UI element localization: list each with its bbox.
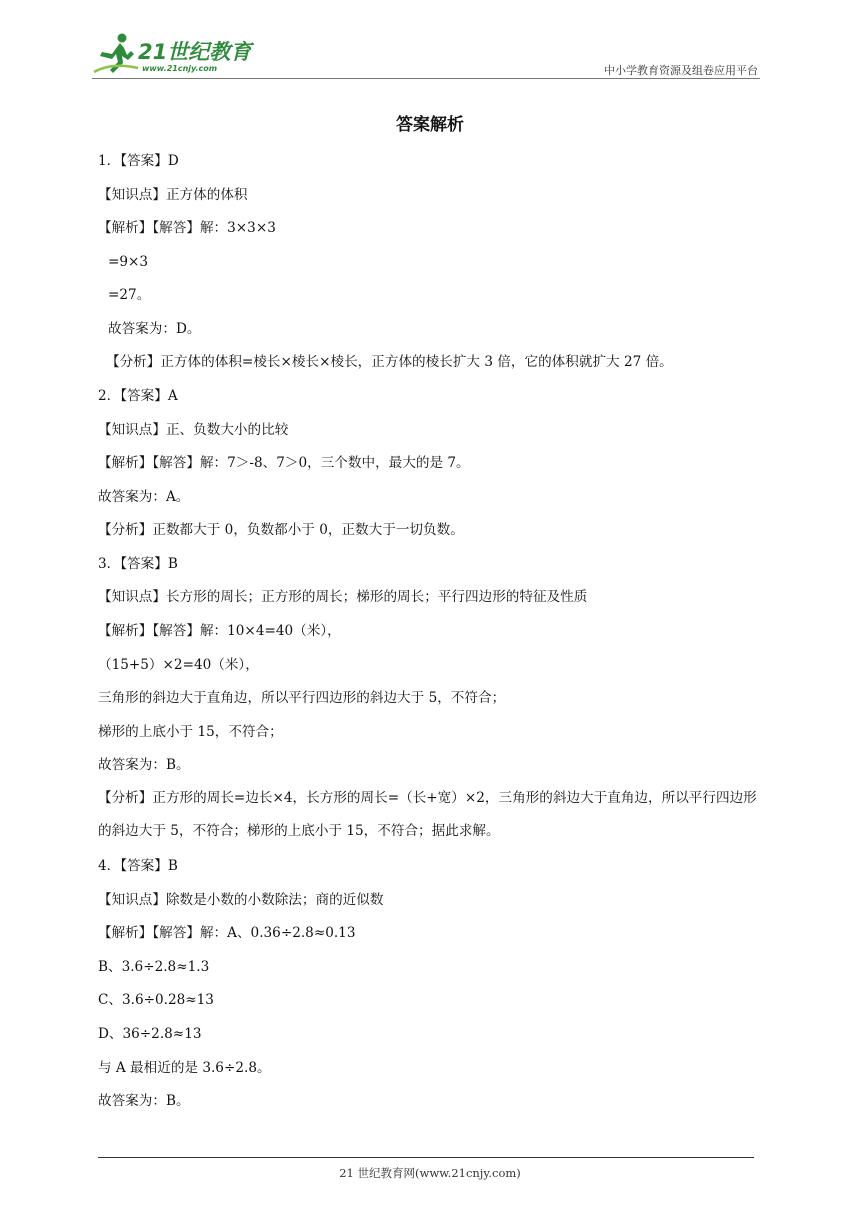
q4-option-d: D、36÷2.8≈13 [98, 1026, 202, 1042]
q4-knowledge: 【知识点】除数是小数的小数除法；商的近似数 [98, 892, 384, 908]
q3-step2: 三角形的斜边大于直角边，所以平行四边形的斜边大于 5，不符合； [98, 690, 506, 706]
q1-step2: =27。 [108, 287, 151, 303]
q4-option-b: B、3.6÷2.8≈1.3 [98, 959, 210, 975]
q1-answer: 1．【答案】D [98, 153, 179, 169]
q2-analysis: 【解析】【解答】解：7＞-8、7＞0，三个数中，最大的是 7。 [98, 455, 470, 471]
q2-conclusion: 故答案为：A。 [98, 489, 190, 505]
q3-explanation: 【分析】正方形的周长=边长×4，长方形的周长=（长+宽）×2，三角形的斜边大于直角边，所以平行四边形的斜边大于 5，不符合；梯形的上底小于 15，不符合；据此求解。 [98, 790, 757, 839]
logo-brand: 21世纪教育 [138, 40, 252, 64]
q4-comparison: 与 A 最相近的是 3.6÷2.8。 [98, 1060, 271, 1076]
header-divider [92, 78, 760, 79]
q3-step1: （15+5）×2=40（米）， [98, 657, 259, 673]
q3-answer: 3．【答案】B [98, 556, 178, 572]
q1-step1: =9×3 [108, 254, 149, 270]
logo [92, 30, 262, 78]
q4-conclusion: 故答案为：B。 [98, 1093, 190, 1109]
q2-explanation: 【分析】正数都大于 0，负数都小于 0，正数大于一切负数。 [98, 522, 464, 538]
q1-knowledge: 【知识点】正方体的体积 [98, 187, 248, 203]
q4-analysis: 【解析】【解答】解：A、0.36÷2.8≈0.13 [98, 925, 356, 941]
runner-logo-icon [92, 32, 140, 76]
page-header [92, 30, 760, 80]
q1-analysis: 【解析】【解答】解：3×3×3 [98, 220, 276, 236]
q3-analysis: 【解析】【解答】解：10×4=40（米）， [98, 623, 341, 639]
q2-answer: 2．【答案】A [98, 388, 178, 404]
footer-divider [98, 1157, 754, 1158]
page-title: 答案解析 [396, 115, 464, 135]
q1-conclusion: 故答案为：D。 [108, 321, 201, 337]
logo-url: www.21cnjy.com [142, 64, 218, 73]
q3-knowledge: 【知识点】长方形的周长；正方形的周长；梯形的周长；平行四边形的特征及性质 [98, 589, 588, 605]
q3-conclusion: 故答案为：B。 [98, 757, 190, 773]
platform-tagline: 中小学教育资源及组卷应用平台 [604, 64, 758, 77]
q3-step3: 梯形的上底小于 15，不符合； [98, 724, 283, 740]
q2-knowledge: 【知识点】正、负数大小的比较 [98, 422, 289, 438]
q4-answer: 4．【答案】B [98, 858, 178, 874]
page-footer: 21 世纪教育网(www.21cnjy.com) [339, 1166, 521, 1180]
q1-explanation: 【分析】正方体的体积=棱长×棱长×棱长，正方体的棱长扩大 3 倍，它的体积就扩大 27 倍。 [106, 354, 673, 370]
q4-option-c: C、3.6÷0.28≈13 [98, 992, 214, 1008]
